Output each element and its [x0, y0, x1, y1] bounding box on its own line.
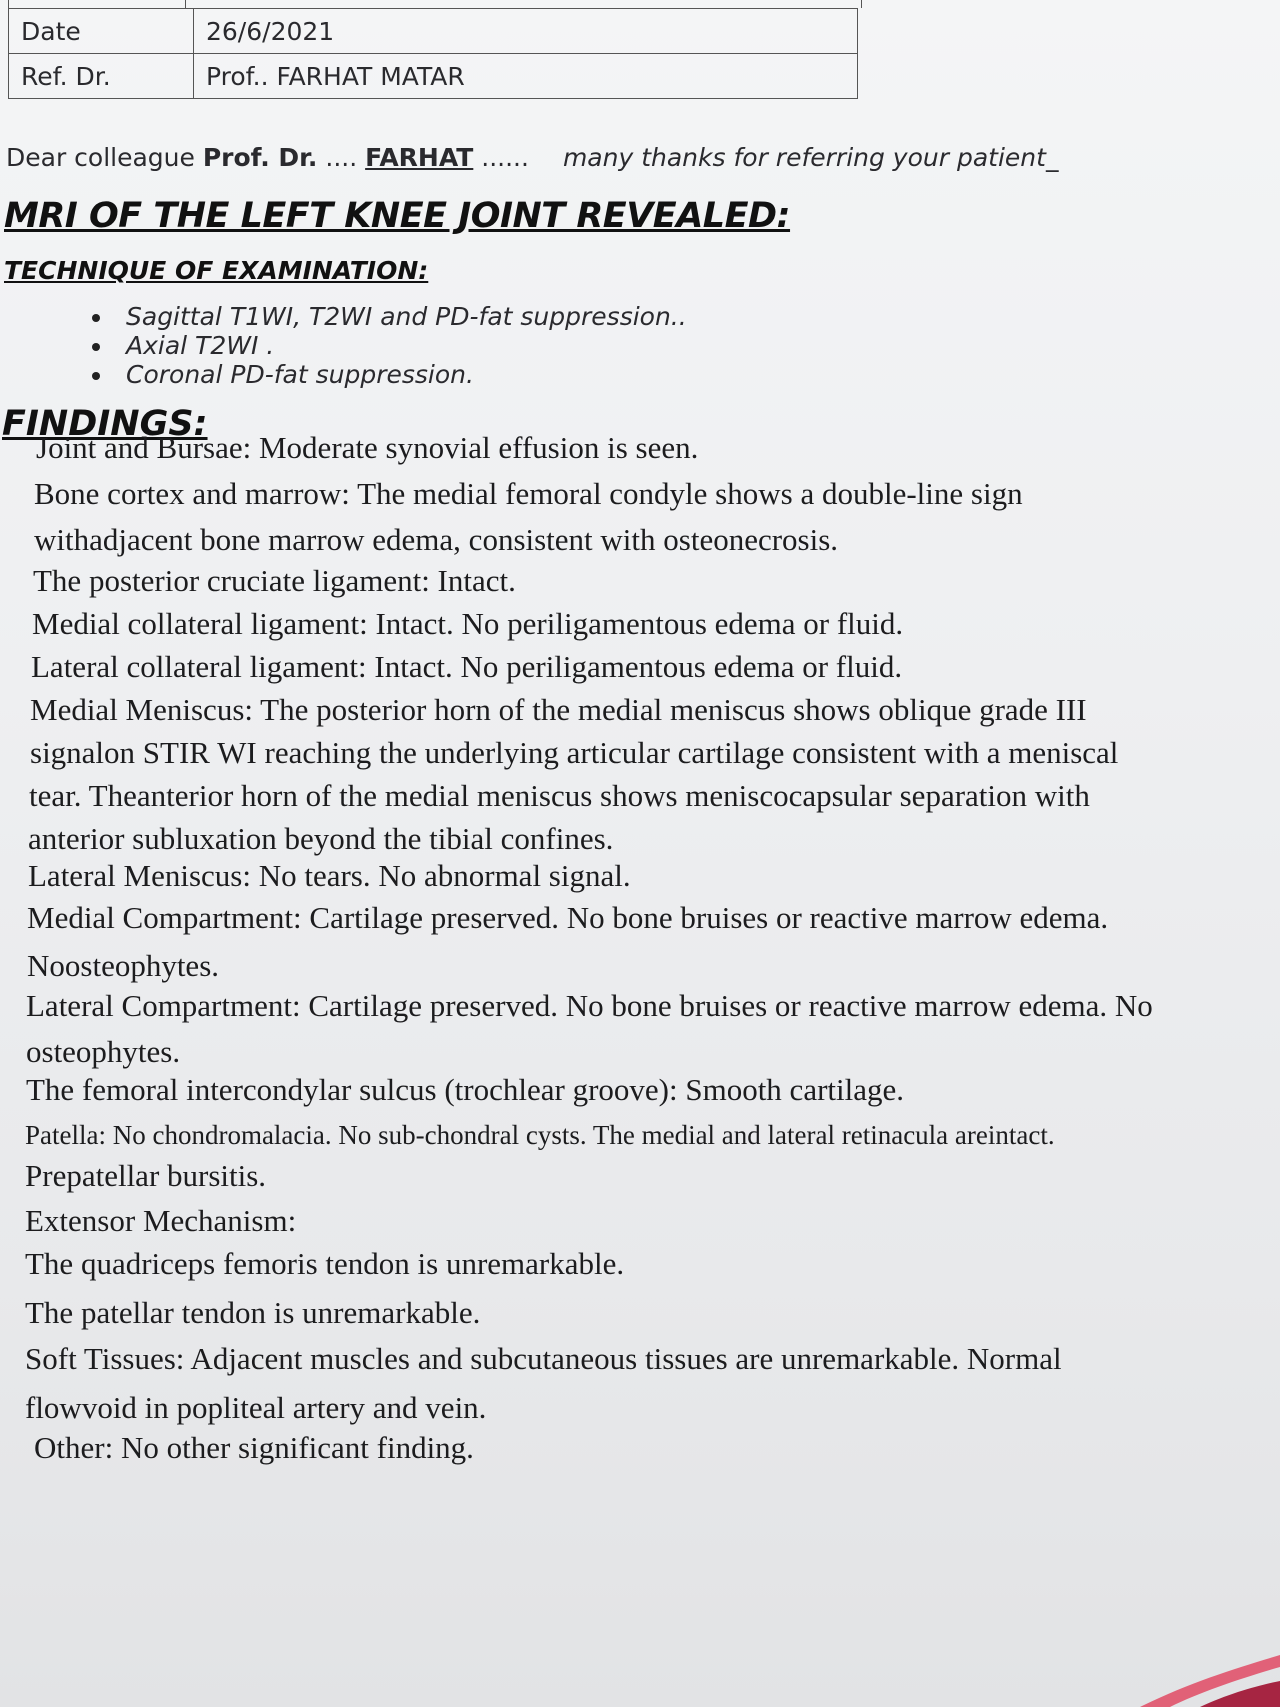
findings-line: Noosteophytes.: [27, 948, 220, 983]
findings-line: Prepatellar bursitis.: [25, 1158, 267, 1193]
technique-heading: TECHNIQUE OF EXAMINATION:: [4, 256, 429, 285]
findings-line: The patellar tendon is unremarkable.: [25, 1295, 481, 1330]
findings-line: Lateral Meniscus: No tears. No abnormal signal.: [28, 858, 631, 893]
findings-line: The femoral intercondylar sulcus (trochlear groove): Smooth cartilage.: [26, 1072, 905, 1107]
findings-line: The posterior cruciate ligament: Intact.: [33, 563, 516, 598]
findings-line: withadjacent bone marrow edema, consistent with osteonecrosis.: [34, 522, 839, 557]
greeting-line: Dear colleague Prof. Dr. .... FARHAT ...... many thanks for referring your patient_: [6, 143, 1059, 172]
technique-item: Axial T2WI .: [84, 331, 687, 360]
ref-dr-value: Prof.. FARHAT MATAR: [194, 54, 858, 99]
greeting-dots-before: ....: [317, 143, 366, 172]
findings-heading: FINDINGS:: [2, 404, 208, 444]
findings-line: anterior subluxation beyond the tibial confines.: [28, 821, 614, 856]
findings-line: Extensor Mechanism:: [25, 1203, 297, 1238]
greeting-thanks: many thanks for referring your patient: [562, 143, 1046, 172]
findings-line: osteophytes.: [26, 1034, 181, 1069]
technique-item: Coronal PD-fat suppression.: [84, 360, 687, 389]
findings-line: The quadriceps femoris tendon is unremarkable.: [25, 1246, 625, 1281]
findings-line: Lateral Compartment: Cartilage preserved. No bone bruises or reactive marrow edema. No: [26, 988, 1153, 1023]
findings-line: Joint and Bursae: Moderate synovial effusion is seen.: [36, 430, 699, 465]
date-label: Date: [9, 9, 194, 54]
findings-line: Patella: No chondromalacia. No sub-chondral cysts. The medial and lateral retinacula areintact.: [25, 1120, 1055, 1150]
findings-line: Soft Tissues: Adjacent muscles and subcutaneous tissues are unremarkable. Normal: [25, 1341, 1062, 1376]
findings-line: Medial Meniscus: The posterior horn of the medial meniscus shows oblique grade III: [30, 692, 1087, 727]
greeting-title: Prof. Dr.: [202, 143, 318, 172]
findings-line: tear. Theanterior horn of the medial meniscus shows meniscocapsular separation with: [29, 778, 1090, 813]
findings-line: signalon STIR WI reaching the underlying articular cartilage consistent with a meniscal: [30, 735, 1119, 770]
technique-item: Sagittal T1WI, T2WI and PD-fat suppression..: [84, 302, 687, 331]
date-value: 26/6/2021: [194, 9, 858, 54]
greeting-prefix: Dear colleague: [6, 143, 203, 172]
greeting-dots-after: ......: [473, 143, 529, 172]
findings-line: Lateral collateral ligament: Intact. No periligamentous edema or fluid.: [31, 649, 903, 684]
findings-line: Medial collateral ligament: Intact. No periligamentous edema or fluid.: [32, 606, 904, 641]
report-title: MRI OF THE LEFT KNEE JOINT REVEALED:: [4, 196, 791, 236]
findings-line: Medial Compartment: Cartilage preserved. No bone bruises or reactive marrow edema.: [27, 900, 1109, 935]
findings-line: flowvoid in popliteal artery and vein.: [25, 1390, 487, 1425]
greeting-doctor-name: FARHAT: [365, 143, 474, 172]
footer-logo-swoosh: [1080, 1627, 1280, 1707]
ref-dr-label: Ref. Dr.: [9, 54, 194, 99]
findings-line: Other: No other significant finding.: [34, 1430, 474, 1465]
findings-line: Bone cortex and marrow: The medial femoral condyle shows a double-line sign: [34, 476, 1023, 511]
